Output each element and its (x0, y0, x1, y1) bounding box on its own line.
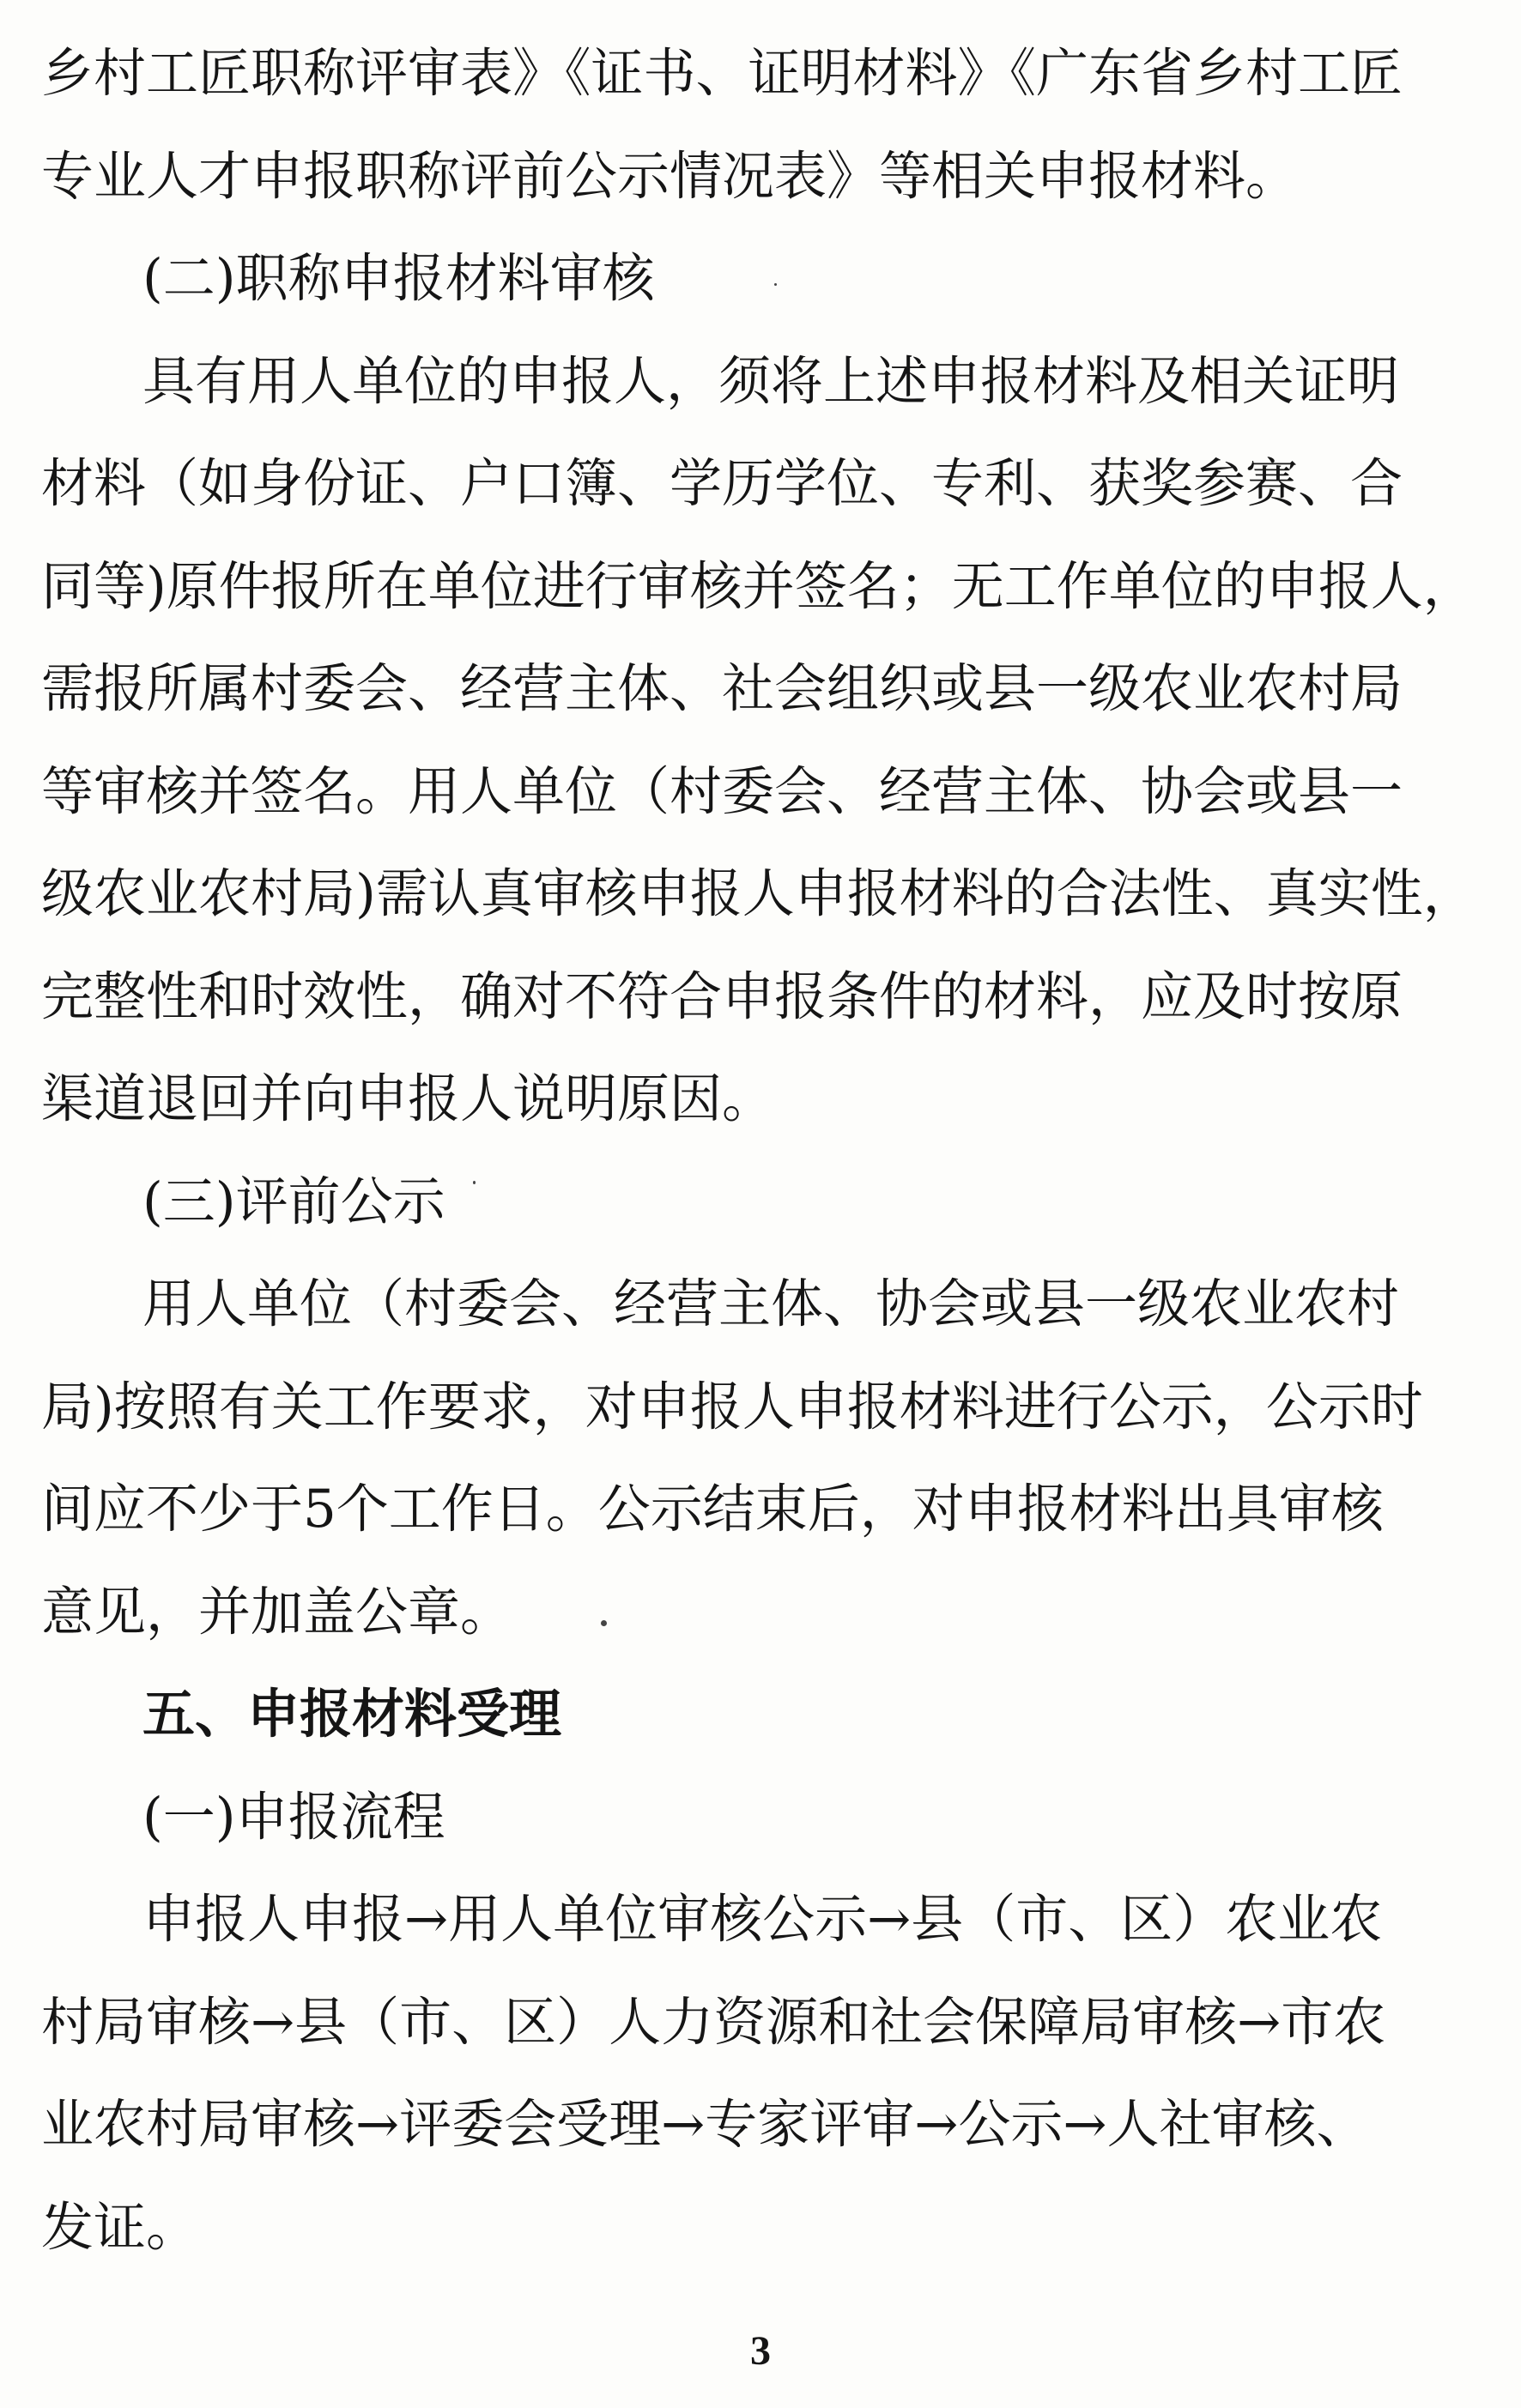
scan-speck (473, 1181, 476, 1184)
text-line: 级农业农村局)需认真审核申报人申报材料的合法性、真实性， (41, 863, 1476, 924)
text-line: 完整性和时效性，确对不符合申报条件的材料，应及时按原 (41, 966, 1403, 1027)
page-number: 3 (750, 2328, 771, 2374)
chapter-heading: 五、申报材料受理 (142, 1684, 562, 1745)
text-line: 等审核并签名。用人单位（村委会、经营主体、协会或县一 (41, 761, 1403, 822)
text-line: 需报所属村委会、经营主体、社会组织或县一级农业农村局 (41, 658, 1403, 719)
text-line: 意见，并加盖公章。 (41, 1582, 513, 1643)
text-line: 发证。 (41, 2197, 199, 2258)
text-line: 业农村局审核→评委会受理→专家评审→公示→人社审核、 (41, 2094, 1369, 2155)
text-line: 村局审核→县（市、区）人力资源和社会保障局审核→市农 (41, 1992, 1386, 2053)
text-line: 局)按照有关工作要求，对申报人申报材料进行公示，公示时 (41, 1376, 1423, 1437)
text-line: 专业人才申报职称评前公示情况表》等相关申报材料。 (41, 146, 1299, 207)
text-line: 申报人申报→用人单位审核公示→县（市、区）农业农 (142, 1889, 1383, 1950)
scan-speck (774, 283, 777, 286)
text-line: 同等)原件报所在单位进行审核并签名；无工作单位的申报人， (41, 556, 1476, 617)
section-heading: (二)职称申报材料审核 (142, 248, 655, 309)
text-line: 材料（如身份证、户口簿、学历学位、专利、获奖参赛、合 (41, 453, 1403, 514)
text-line: 具有用人单位的申报人，须将上述申报材料及相关证明 (142, 351, 1400, 412)
text-line: 乡村工匠职称评审表》《证书、证明材料》《广东省乡村工匠 (41, 43, 1403, 104)
section-heading: (三)评前公示 (142, 1171, 445, 1232)
section-heading: (一)申报流程 (142, 1787, 445, 1848)
text-line: 间应不少于5个工作日。公示结束后，对申报材料出具审核 (41, 1479, 1384, 1540)
text-line: 渠道退回并向申报人说明原因。 (41, 1068, 775, 1129)
scan-speck (601, 1620, 607, 1626)
text-line: 用人单位（村委会、经营主体、协会或县一级农业农村 (142, 1274, 1400, 1334)
